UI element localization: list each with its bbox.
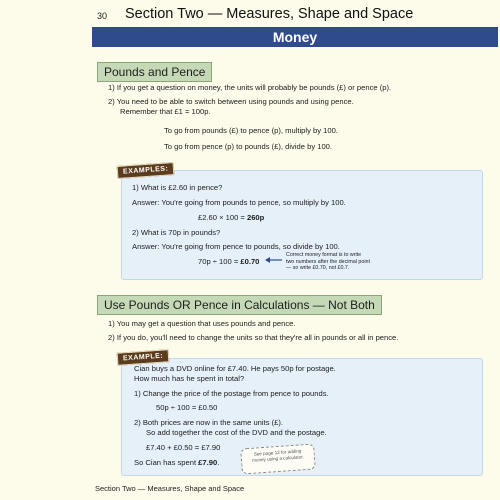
note-line: — so write £0.70, not £0.7. <box>286 265 350 271</box>
example-answer: Answer: You're going from pence to pounds, so divide by 100. <box>132 242 340 251</box>
arrow-left-icon <box>264 255 284 265</box>
example-question: How much has he spent in total? <box>134 374 245 383</box>
example-answer: Answer: You're going from pounds to pence, so multiply by 100. <box>132 198 346 207</box>
example-calculation <box>198 213 264 223</box>
conversion-rule: To go from pence (p) to pounds (£), divide by 100. <box>164 142 332 151</box>
note-line: Correct money format is to write <box>286 252 362 258</box>
example-step: 2) Both prices are now in the same units (£). <box>134 418 283 427</box>
page-number: 30 <box>97 11 108 21</box>
calc-result: £0.70 <box>240 257 260 266</box>
example-calculation <box>198 257 259 267</box>
calc-expression: 70p ÷ 100 = <box>198 257 241 266</box>
example-step: 1) Change the price of the postage from pence to pounds. <box>134 389 329 398</box>
note-line: two numbers after the decimal point <box>286 258 370 265</box>
list-item: 1) You may get a question that uses pounds and pence. <box>108 319 296 328</box>
list-item: 1) If you get a question on money, the units will probably be pounds (£) or pence (p). <box>108 83 392 92</box>
calc-expression: £2.60 × 100 = <box>198 213 247 222</box>
example-question: Cian buys a DVD online for £7.40. He pays 50p for postage. <box>134 364 336 373</box>
answer-value: £7.90 <box>198 458 218 467</box>
example-calculation: £7.40 + £0.50 = £7.90 <box>146 443 221 452</box>
conversion-rule: To go from pounds (£) to pence (p), multiply by 100. <box>164 126 338 135</box>
list-item: 2) You need to be able to switch between using pounds and using pence. <box>108 97 354 106</box>
example-tag: EXAMPLE: <box>117 349 170 366</box>
tip-line: See page 12 for adding <box>253 448 302 457</box>
format-note <box>286 252 370 272</box>
tip-note <box>240 443 316 474</box>
example-question: 1) What is £2.60 in pence? <box>132 183 223 192</box>
list-item-continuation: Remember that £1 = 100p. <box>120 107 211 116</box>
examples-tag: EXAMPLES: <box>117 162 175 179</box>
footer-section-label: Section Two — Measures, Shape and Space <box>95 484 245 493</box>
subheading-pounds-or-pence: Use Pounds OR Pence in Calculations — Not Both <box>97 295 382 315</box>
section-title: Section Two — Measures, Shape and Space <box>125 6 414 22</box>
answer-end: . <box>217 458 220 467</box>
example-answer <box>134 458 219 468</box>
example-step-continuation: So add together the cost of the DVD and the postage. <box>146 428 327 437</box>
example-question: 2) What is 70p in pounds? <box>132 228 221 237</box>
example-calculation: 50p ÷ 100 = £0.50 <box>156 403 218 412</box>
page-title-banner: Money <box>92 27 498 47</box>
list-item: 2) If you do, you'll need to change the units so that they're all in pounds or all in pence. <box>108 333 399 342</box>
answer-text: So Cian has spent <box>134 458 199 467</box>
tip-line: money using a calculator. <box>251 454 304 463</box>
calc-result: 260p <box>246 213 265 222</box>
subheading-pounds-and-pence: Pounds and Pence <box>97 62 212 82</box>
